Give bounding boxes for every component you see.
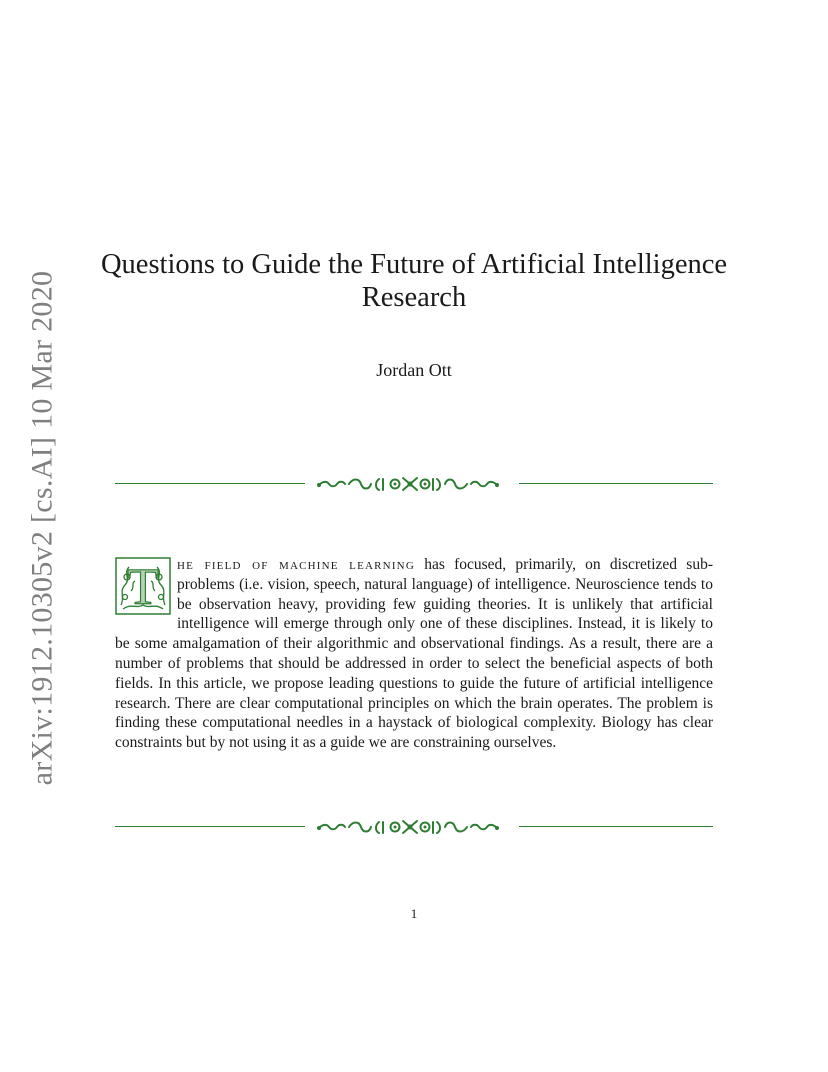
abstract-lead-in: he field of machine learning — [177, 556, 415, 573]
abstract-text: has focused, primarily, on discretized sub-problems (i.e. vision, speech, natural language) of intelligence. Neuroscience tends to be observation heavy, providing few guiding theories. It is unlikely that artificial intelligence will emerge through only one of these disciplines. Instead, it is likely to be some amalgamation of their algorithmic and observational findings. As a result, there are a number of problems that should be addressed in order to select the beneficial aspects of both fields. In this article, we propose leading questions to guide the future of artificial intelligence research. There are clear computational principles on which the brain operates. The problem is finding these computational needles in a haystack of biological complexity. Biology has clear constraints but by not using it as a guide we are constraining ourselves. — [115, 556, 713, 752]
ornament-divider-bottom — [115, 815, 713, 839]
floral-initial-icon — [115, 557, 171, 615]
ornament-divider-top — [115, 472, 713, 496]
abstract — [115, 555, 713, 753]
divider-rule-right — [519, 483, 713, 484]
arxiv-stamp-text: arXiv:1912.10305v2 [cs.AI] 10 Mar 2020 — [25, 270, 58, 786]
fleuron-ornament — [313, 815, 503, 839]
dropcap-letter: T — [127, 559, 159, 615]
page-number: 1 — [410, 906, 418, 921]
divider-rule-right — [519, 826, 713, 827]
divider-rule-left — [115, 826, 305, 827]
arxiv-stamp — [20, 270, 64, 786]
decorative-dropcap — [115, 557, 171, 615]
paper-title: Questions to Guide the Future of Artificial Intelligence Research — [100, 249, 728, 313]
author-name: Jordan Ott — [376, 360, 452, 380]
fleuron-ornament — [313, 472, 503, 496]
abstract-paragraph — [115, 555, 713, 753]
divider-rule-left — [115, 483, 305, 484]
